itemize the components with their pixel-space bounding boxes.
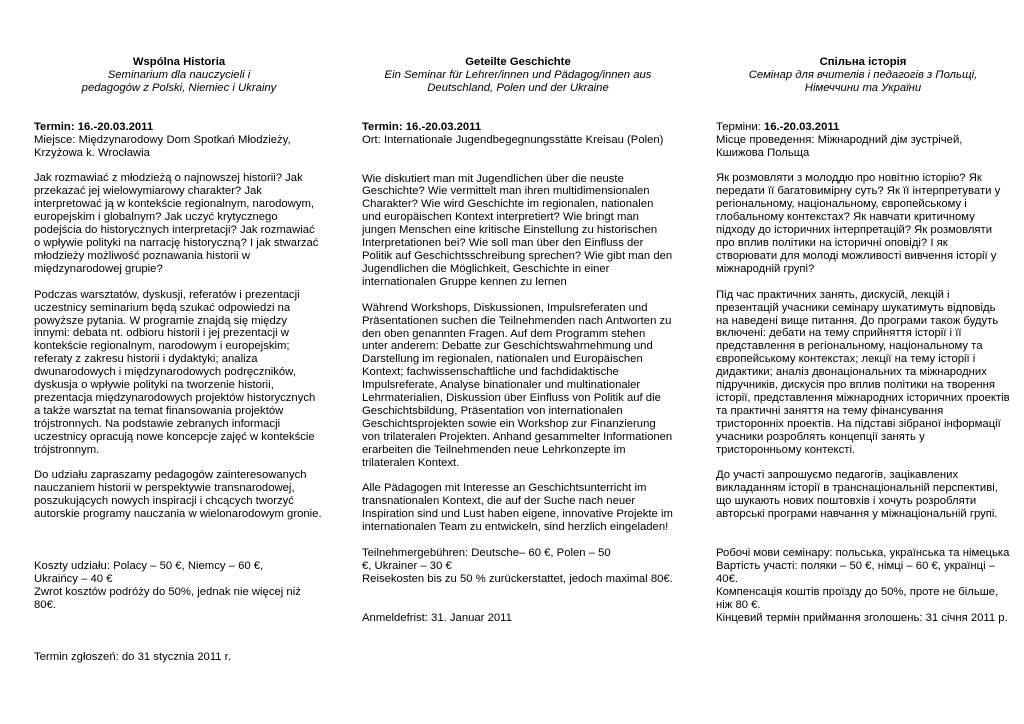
- german-term-value: 16.-20.03.2011: [405, 120, 482, 133]
- ukrainian-subtitle: Семінар для вчителів і педагогів з Польщі, Німеччини та України: [748, 68, 978, 94]
- ukrainian-term: [716, 121, 1010, 134]
- ukrainian-costs: Вартість участі: поляки – 50 €, німці – 60 €, українці – 40€.: [716, 560, 996, 585]
- polish-costs: Koszty udziału: Polacy – 50 €, Niemcy – 60 €, Ukraińcy – 40 €: [34, 560, 264, 585]
- polish-paragraph-3: Do udziału zapraszamy pedagogów zainteresowanych nauczaniem historii w perspektywie transnarodowej, poszukujących nowych inspiracji i chcących tworzyć autorskie programy nauczania w wielonarodowym gronie.: [34, 469, 322, 521]
- ukrainian-place: Місце проведення: Міжнародний дім зустрічей, Кшижова Польща: [716, 133, 963, 159]
- german-fees: Teilnehmergebühren: Deutsche– 60 €, Polen – 50 €, Ukrainer – 30 €: [362, 547, 611, 572]
- polish-paragraph-2: Podczas warsztatów, dyskusji, referatów i prezentacji uczestnicy seminarium będą szukać odpowiedzi na powyższe pytania. W programie znajdą się między innymi: debata nt. odbioru historii i jej prezentacji w kontekście regionalnym, narodowym i europejskim; referaty z zakresu historii i dydaktyki; analiza dwunarodowych i międzynarodowych podręczników, dyskusja o wpływie polityki na tworzenie historii, prezentacja międzynarodowych projektów historycznych a także warsztat na temat finansowania projektów trójstronnych. Na podstawie zebranych informacji uczestnicy opracują nowe koncepcje zajęć w kontekście trójstronnym.: [34, 288, 316, 456]
- german-term: [362, 121, 674, 134]
- ukrainian-travel: Компенсація коштів проїзду до 50%, проте не більше, ніж 80 €.: [716, 585, 999, 611]
- ukrainian-paragraph-3: До участі запрошуємо педагогів, зацікавлених викладанням історії в транснаціональній перспективі, що шукають нових поштовхів і хочуть розробляти авторські програми навчання у міжнаціональній групі.: [716, 469, 998, 521]
- german-travel: Reisekosten bis zu 50 % zurückerstattet, jedoch maximal 80€.: [362, 572, 673, 585]
- polish-paragraph-1: Jak rozmawiać z młodzieżą o najnowszej historii? Jak przekazać jej wielowymiarowy charakter? Jak interpretować ją w kontekście regionalnym, narodowym, europejskim i globalnym? Jak uczyć krytycznego podejścia do historycznych interpretacji? Jak rozmawiać o wpływie polityki na narrację historyczną? I jak stwarzać młodzieży możliwość poznawania historii w międzynarodowej grupie?: [34, 172, 319, 275]
- german-subtitle: Ein Seminar für Lehrer/innen und Pädagog/innen aus Deutschland, Polen und der Ukraine: [384, 68, 652, 94]
- ukrainian-languages: Робочі мови семінару: польська, українська та німецька: [716, 547, 1010, 560]
- ukrainian-deadline: Кінцевий термін приймання зголошень: 31 січня 2011 р.: [716, 611, 1008, 624]
- german-term-label: Termin:: [362, 120, 403, 133]
- polish-place: Miejsce: Międzynarodowy Dom Spotkań Młodzieży, Krzyżowa k. Wrocławia: [34, 133, 291, 159]
- polish-title: Wspólna Historia: [132, 56, 226, 68]
- ukrainian-paragraph-2: Під час практичних занять, дискусій, лекцій і презентацій учасники семінару шукатимуть відповідь на наведені вище питання. До програми також будуть включені: дебати на тему сприйняття історії і її представлення в регіональному, національному та європейському контекстах; лекції на тему історії і дидактики; аналіз двонаціональних та міжнародних підручників, дискусія про вплив політики на творення історії, представлення міжнародних історичних проектів та практичні заняття на тему фінансування тристоронніх проектів. На підставі зібраної інформації учасники розроблять концепції занять у тристоронньому контексті.: [716, 288, 1010, 456]
- german-paragraph-2: Während Workshops, Diskussionen, Impulsreferaten und Präsentationen suchen die Teilnehmenden nach Antworten zu den oben genannten Fragen. Auf dem Programm stehen unter anderem: Debatte zur Geschichtswahrnehmung und Darstellung im regionalen, nationalen und Europäischen Kontext; fachwissenschaftliche und fachdidaktische Impulsreferate, Analyse binationaler und multinationaler Lehrmaterialien, Diskussion über Einfluss von Politik auf die Geschichtsbildung, Präsentation von internationalen Geschichtsprojekten sowie ein Workshop zur Finanzierung von trilateralen Projekten. Anhand gesammelter Informationen erarbeiten die Teilnehmenden neue Lehrkonzepte im trilateralen Kontext.: [362, 301, 673, 469]
- german-title: Geteilte Geschichte: [465, 56, 571, 68]
- polish-term-label: Termin:: [34, 120, 75, 133]
- ukrainian-paragraph-1: Як розмовляти з молоддю про новітню історію? Як передати її багатовимірну суть? Як її інтерпретувати у регіональному, національному, європейському і глобальному контекстах? Як навчати критичному підходу до історичних інтерпретацій? Як розмовляти про вплив політики на історичні оповіді? І як створювати для молоді можливості вивчення історії у міжнародній групі?: [716, 172, 1001, 275]
- german-deadline: Anmeldefrist: 31. Januar 2011: [362, 611, 512, 624]
- ukrainian-header: [716, 56, 1010, 95]
- polish-header: [34, 56, 324, 95]
- polish-travel: Zwrot kosztów podróży do 50%, jednak nie więcej niż 80€.: [34, 585, 301, 611]
- polish-column: [34, 56, 324, 664]
- ukrainian-title: Спільна історія: [819, 56, 907, 68]
- german-header: [362, 56, 674, 95]
- ukrainian-term-label: Терміни:: [716, 120, 761, 133]
- ukrainian-term-value: 16.-20.03.2011: [763, 120, 840, 133]
- german-paragraph-1: Wie diskutiert man mit Jugendlichen über die neuste Geschichte? Wie vermittelt man ihren multidimensionalen Charakter? Wie wird Geschichte im regionalen, nationalen und europäischen Kontext interpretiert? Wie bringt man jungen Menschen eine kritische Einstellung zu historischen Interpretationen bei? Wie soll man über den Einfluss der Politik auf Geschichtsschreibung sprechen? Wie gibt man den Jugendlichen die Möglichkeit, Geschichte in einer internationalen Gruppe kennen zu lernen: [362, 172, 673, 288]
- polish-subtitle: Seminarium dla nauczycieli i pedagogów z Polski, Niemiec i Ukrainy: [81, 68, 277, 94]
- german-column: [362, 56, 674, 625]
- german-paragraph-3: Alle Pädagogen mit Interesse an Geschichtsunterricht im transnationalen Kontext, die auf der Suche nach neuer Inspiration sind und Lust haben eigene, innovative Projekte im internationalen Team zu entwickeln, sind herzlich eingeladen!: [362, 482, 673, 534]
- german-place: Ort: Internationale Jugendbegegnungsstätte Kreisau (Polen): [362, 133, 664, 146]
- polish-deadline: Termin zgłoszeń: do 31 stycznia 2011 r.: [34, 650, 231, 663]
- ukrainian-column: [716, 56, 1010, 625]
- polish-term: [34, 121, 324, 134]
- polish-term-value: 16.-20.03.2011: [77, 120, 154, 133]
